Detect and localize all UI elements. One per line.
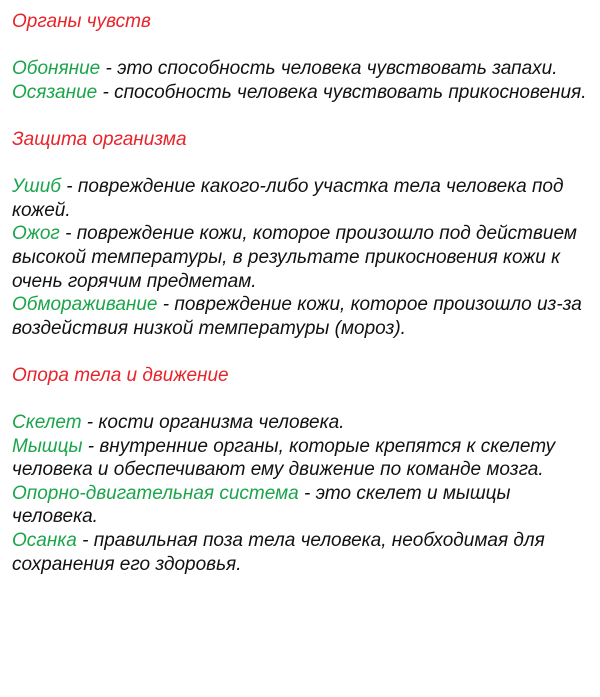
definition-entry: Осанка - правильная поза тела человека, необходимая для сохранения его здоровья. <box>12 530 545 575</box>
definition-entry: Ожог - повреждение кожи, которое произошло под действием высокой температуры, в результате прикосновения кожи к очень горячим предметам. <box>12 223 577 292</box>
definition: способность человека чувствовать прикосновения. <box>114 81 587 103</box>
definition-entry: Обмораживание - повреждение кожи, которое произошло из-за воздействия низкой температуры (мороз). <box>12 294 582 339</box>
term: Ожог <box>12 223 60 245</box>
glossary-document <box>12 10 592 576</box>
definition: повреждение какого-либо участка тела человека под кожей. <box>12 176 564 221</box>
term: Осязание <box>12 81 98 103</box>
definition-entry: Обоняние - это способность человека чувствовать запахи. <box>12 58 558 80</box>
definition: повреждение кожи, которое произошло под действием высокой температуры, в результате прикосновения кожи к очень горячим предметам. <box>12 223 577 292</box>
definition: правильная поза тела человека, необходимая для сохранения его здоровья. <box>12 530 545 575</box>
section-body-protection <box>12 128 592 340</box>
definition-entry: Опорно-двигательная система - это скелет и мышцы человека. <box>12 482 511 528</box>
definition: повреждение кожи, которое произошло из-за воздействия низкой температуры (мороз). <box>12 294 582 339</box>
term: Мышцы <box>12 435 83 457</box>
section-heading: Органы чувств <box>12 11 151 32</box>
definition-entry: Мышцы - внутренние органы, которые крепятся к скелету человека и обеспечивают ему движение по команде мозга. <box>12 435 556 481</box>
definition: это способность человека чувствовать запахи. <box>117 58 558 80</box>
section-heading: Опора тела и движение <box>12 364 229 386</box>
definition-entry: Скелет - кости организма человека. <box>12 412 345 434</box>
section-heading: Защита организма <box>12 128 187 150</box>
term: Обоняние <box>12 58 101 80</box>
definition-entry: Осязание - способность человека чувствовать прикосновения. <box>12 81 587 103</box>
definition: кости организма человека. <box>98 412 345 434</box>
term: Скелет <box>12 412 82 434</box>
definition-entry: Ушиб - повреждение какого-либо участка тела человека под кожей. <box>12 176 564 221</box>
term: Опорно-двигательная система <box>12 482 299 504</box>
section-sense-organs <box>12 10 592 104</box>
term: Обмораживание <box>12 294 158 316</box>
definition: это скелет и мышцы человека. <box>12 482 511 528</box>
definition: внутренние органы, которые крепятся к скелету человека и обеспечивают ему движение по команде мозга. <box>12 435 556 481</box>
term: Ушиб <box>12 176 61 198</box>
term: Осанка <box>12 530 77 552</box>
section-support-and-movement <box>12 364 592 576</box>
